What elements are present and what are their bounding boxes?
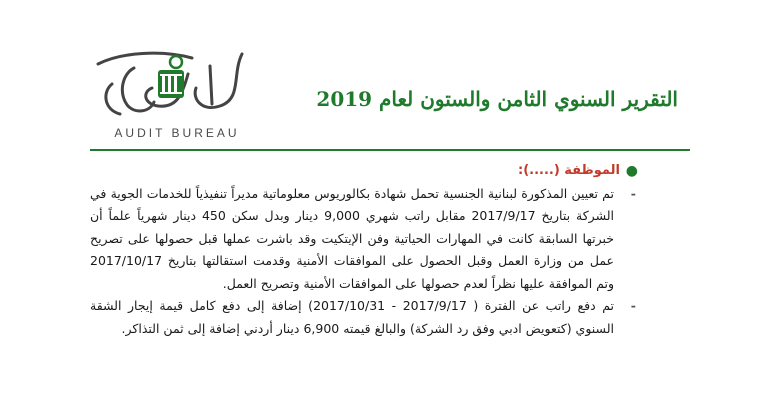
audit-bureau-logo xyxy=(92,38,262,148)
header-divider xyxy=(90,149,690,151)
dash-marker: - xyxy=(630,185,636,201)
logo-emblem xyxy=(92,44,262,124)
paragraph xyxy=(90,295,636,340)
dash-marker: - xyxy=(630,298,636,313)
paragraph-text: تم تعيين المذكورة لبنانية الجنسية تحمل شهادة بكالوريوس معلوماتية مديراً تنفيذياً للخدمات الجوية في الشركة بتاريخ 2017/9/17 مقابل راتب شهري 9,000 دينار وبدل سكن 450 دينار شهرياً علماً أن خبرتها السابقة كانت في المهارات الحياتية وفن الإيتكيت وقد باشرت عملها قبل حصولها على تصريح عمل من وزارة العمل وقبل الحصول على الموافقات الأمنية وقدمت استقالتها بتاريخ 2017/10/17 وتم الموافقة عليها نظراً لعدم حصولها على الموافقات الأمنية وتصريح العمل. xyxy=(90,185,614,291)
report-header xyxy=(0,0,774,152)
section-title: الموظفة (.....): xyxy=(518,163,620,178)
section-heading xyxy=(90,160,638,183)
report-title: التقرير السنوي الثامن والستون لعام 2019 xyxy=(316,87,678,111)
bullet-icon: ● xyxy=(625,163,638,179)
logo-latin-text: AUDIT BUREAU xyxy=(114,126,240,140)
paragraph-text: تم دفع راتب عن الفترة ( 2017/9/17 - 2017/10/31) إضافة إلى دفع كامل قيمة إيجار الشقة السنوي (كتعويض ادبي وفق رد الشركة) والبالغ قيمته 6,900 دينار أردني إضافة إلى ثمن التذاكر. xyxy=(90,298,614,336)
report-body xyxy=(90,160,638,340)
paragraph xyxy=(90,183,636,296)
